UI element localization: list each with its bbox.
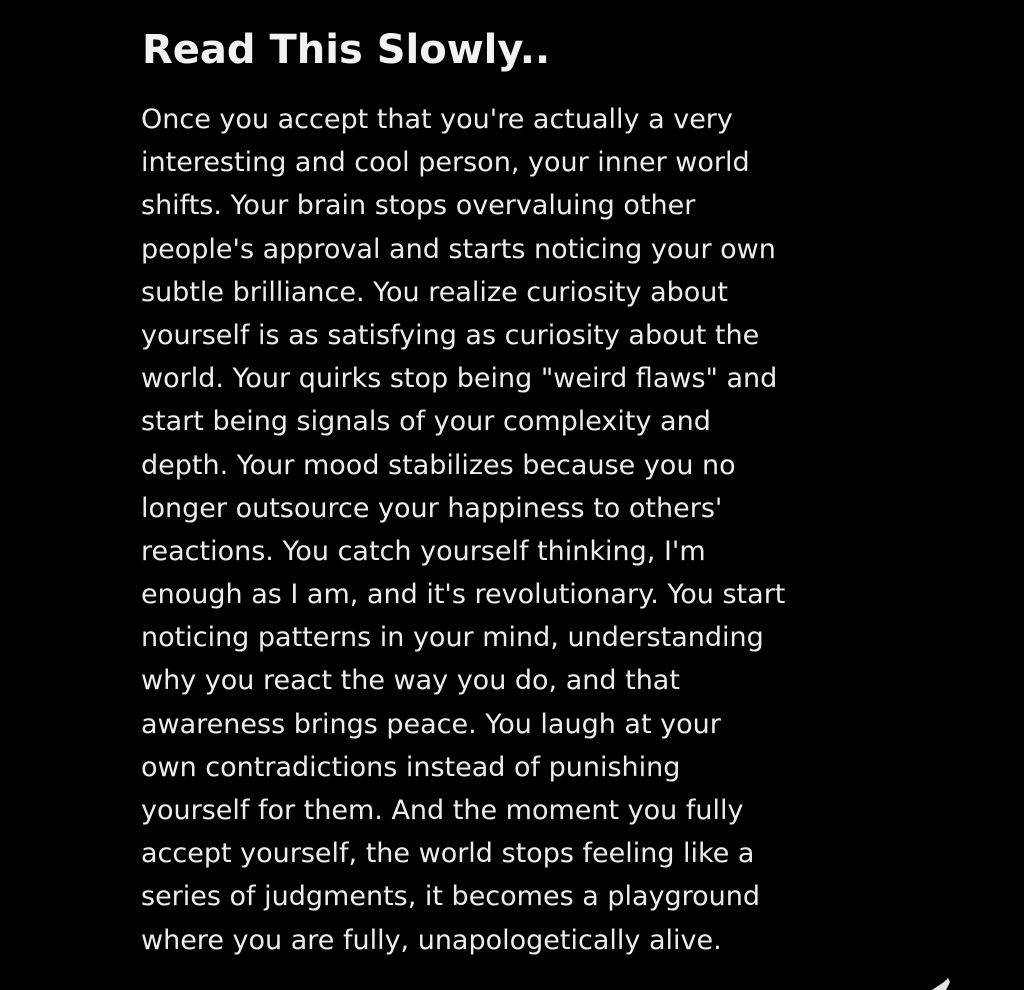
body-line: own contradictions instead of punishing [141,751,681,783]
body-line: yourself is as satisfying as curiosity about the [141,319,760,351]
body-line: start being signals of your complexity and [141,406,711,438]
body-line: why you react the way you do, and that [141,665,680,697]
body-line: awareness brings peace. You laugh at your [141,708,721,740]
body-line: accept yourself, the world stops feeling like a [141,838,755,870]
body-line: where you are fully, unapologetically alive. [141,924,722,956]
body-line: shifts. Your brain stops overvaluing other [141,190,696,222]
body-line: reactions. You catch yourself thinking, I'm [141,535,706,567]
body-text [141,98,1001,962]
body-line: enough as I am, and it's revolutionary. You start [141,579,786,611]
body-line: subtle brilliance. You realize curiosity about [141,276,728,308]
body-line: longer outsource your happiness to others' [141,492,723,524]
body-line: noticing patterns in your mind, understanding [141,622,764,654]
body-line: people's approval and starts noticing your own [141,233,776,265]
corner-mark-icon [930,976,952,990]
body-line: Once you accept that you're actually a very [141,104,733,135]
page-title: Read This Slowly.. [142,27,551,73]
body-line: depth. Your mood stabilizes because you no [141,449,736,481]
body-line: world. Your quirks stop being "weird flaws" and [141,363,778,395]
body-line: yourself for them. And the moment you fully [141,795,744,826]
body-line: interesting and cool person, your inner world [141,147,750,179]
body-line: series of judgments, it becomes a playground [141,881,761,913]
